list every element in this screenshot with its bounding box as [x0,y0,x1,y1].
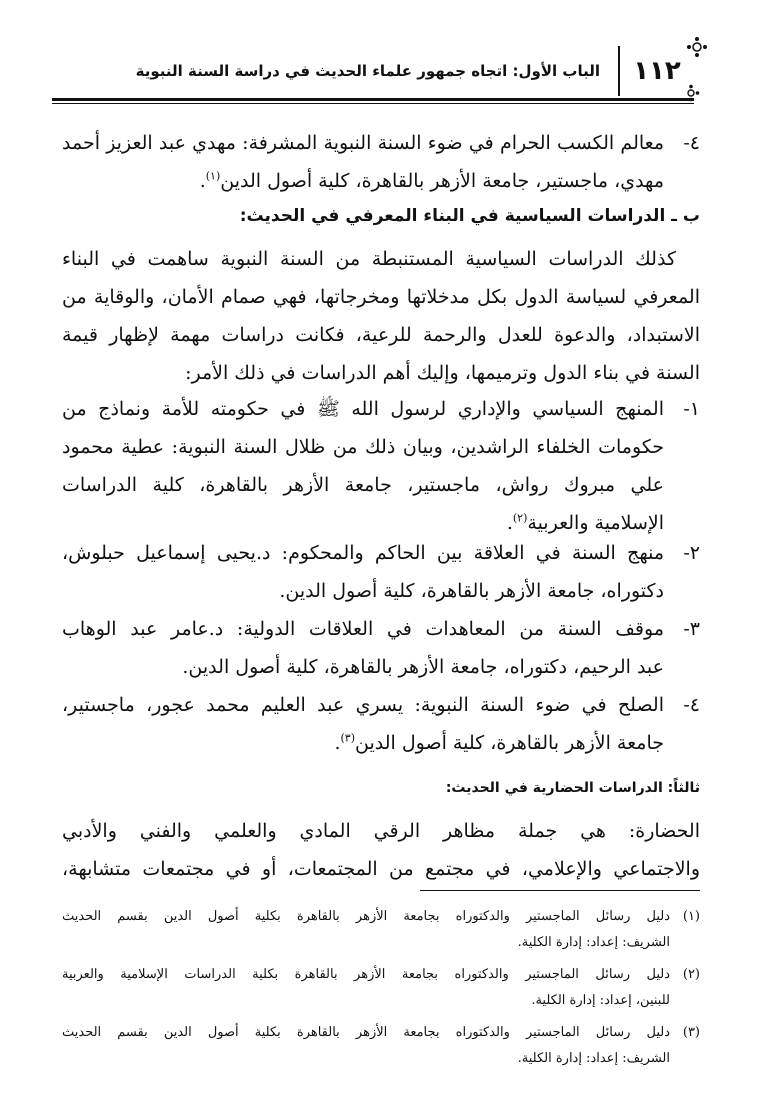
list-number: ١- [683,398,700,420]
footnote-ref[interactable]: (٣) [340,731,355,745]
paragraph-line: السنة في بناء الدول وترميمها، وإليك أهم الدراسات في ذلك الأمر: [185,362,700,384]
footnote-ref[interactable]: (٢) [512,511,528,525]
page-header [52,42,694,100]
footnote-line: الشريف: إعداد: إدارة الكلية. [517,935,670,950]
footnote-3 [62,1020,700,1072]
list-number: ٢- [683,542,700,564]
list-number: ٤- [683,132,700,154]
list-line: معالم الكسب الحرام في ضوء السنة النبوية المشرفة: مهدي عبد العزيز أحمد [62,132,664,154]
section-heading: ب ـ الدراسات السياسية في البناء المعرفي في الحديث: [239,206,700,226]
running-title: الباب الأول: اتجاه جمهور علماء الحديث في دراسة السنة النبوية [135,62,600,80]
paragraph [62,240,700,392]
list-line: عبد الرحيم، دكتوراه، جامعة الأزهر بالقاهرة، كلية أصول الدين. [182,656,664,678]
paragraph-line: والاجتماعي والإعلامي، في مجتمع من المجتمعات، أو في مجتمعات متشابهة، [62,858,700,880]
footnote-line: الشريف: إعداد: إدارة الكلية. [517,1051,670,1066]
paragraph-line: المعرفي لسياسة الدول بكل مدخلاتها ومخرجاتها، فهي صمام الأمان، والوقاية من [62,286,700,308]
footnote-line: دليل رسائل الماجستير والدكتوراه بجامعة الأزهر بالقاهرة بكلية أصول الدين بقسم الحديث [62,1025,670,1040]
header-rule-thin [52,103,694,104]
list-line: موقف السنة من المعاهدات في العلاقات الدولية: د.عامر عبد الوهاب [62,618,664,640]
footnote-2 [62,962,700,1014]
footnote-line: دليل رسائل الماجستير والدكتوراه بجامعة الأزهر بالقاهرة بكلية أصول الدين بقسم الحديث [62,909,670,924]
list-line: دكتوراه، جامعة الأزهر بالقاهرة، كلية أصول الدين. [279,580,664,602]
list-line: علي مبروك رواش، ماجستير، جامعة الأزهر بالقاهرة، كلية الدراسات [62,474,664,496]
corner-ornament-icon [686,36,708,58]
list-line: جامعة الأزهر بالقاهرة، كلية أصول الدين$^{(٣)}$. [334,731,664,754]
footnote-separator [420,890,700,891]
footnote-number: (٢) [682,967,700,982]
paragraph-line: كذلك الدراسات السياسية المستنبطة من السنة النبوية ساهمت في البناء [62,248,676,270]
footnote-line: للبنين، إعداد: إدارة الكلية. [531,993,670,1008]
list-line: منهج السنة في العلاقة بين الحاكم والمحكوم: د.يحيى إسماعيل حبلوش، [62,542,664,564]
footnote-ref[interactable]: (١) [205,169,221,183]
list-number: ٤- [683,694,700,716]
list-line: حكومات الخلفاء الراشدين، وبيان ذلك من ظلال السنة النبوية: عطية محمود [62,436,664,458]
page-number: ١١٢ [633,56,681,86]
footnote-number: (٣) [682,1025,700,1040]
list-line: الإسلامية والعربية$^{(٢)}$. [506,511,664,534]
footnote-number: (١) [682,909,700,924]
list-item-2 [62,534,700,610]
paragraph [62,812,700,888]
list-item-4 [62,686,700,762]
list-number: ٣- [683,618,700,640]
section-heading: ثالثاً: الدراسات الحضارية في الحديث: [445,780,700,796]
list-item-4-top [62,124,700,200]
list-item-1 [62,390,700,542]
paragraph-line: الاستبداد، والدعوة للعدل والرحمة للرعية، فكانت دراسات مهمة لإظهار قيمة [62,324,700,346]
list-line: مهدي، ماجستير، جامعة الأزهر بالقاهرة، كلية أصول الدين$^{(١)}$. [199,169,664,192]
list-item-3 [62,610,700,686]
footnote-line: دليل رسائل الماجستير والدكتوراه بجامعة الأزهر بالقاهرة بكلية الدراسات الإسلامية والعربية [62,967,670,982]
header-rule [52,98,694,101]
paragraph-line: الحضارة: هي جملة مظاهر الرقي المادي والعلمي والفني والأدبي [62,820,700,842]
list-line: المنهج السياسي والإداري لرسول الله ﷺ في حكومته للأمة ونماذج من [62,398,664,420]
footnote-1 [62,904,700,956]
list-line: الصلح في ضوء السنة النبوية: يسري عبد العليم محمد عجور، ماجستير، [62,694,664,716]
